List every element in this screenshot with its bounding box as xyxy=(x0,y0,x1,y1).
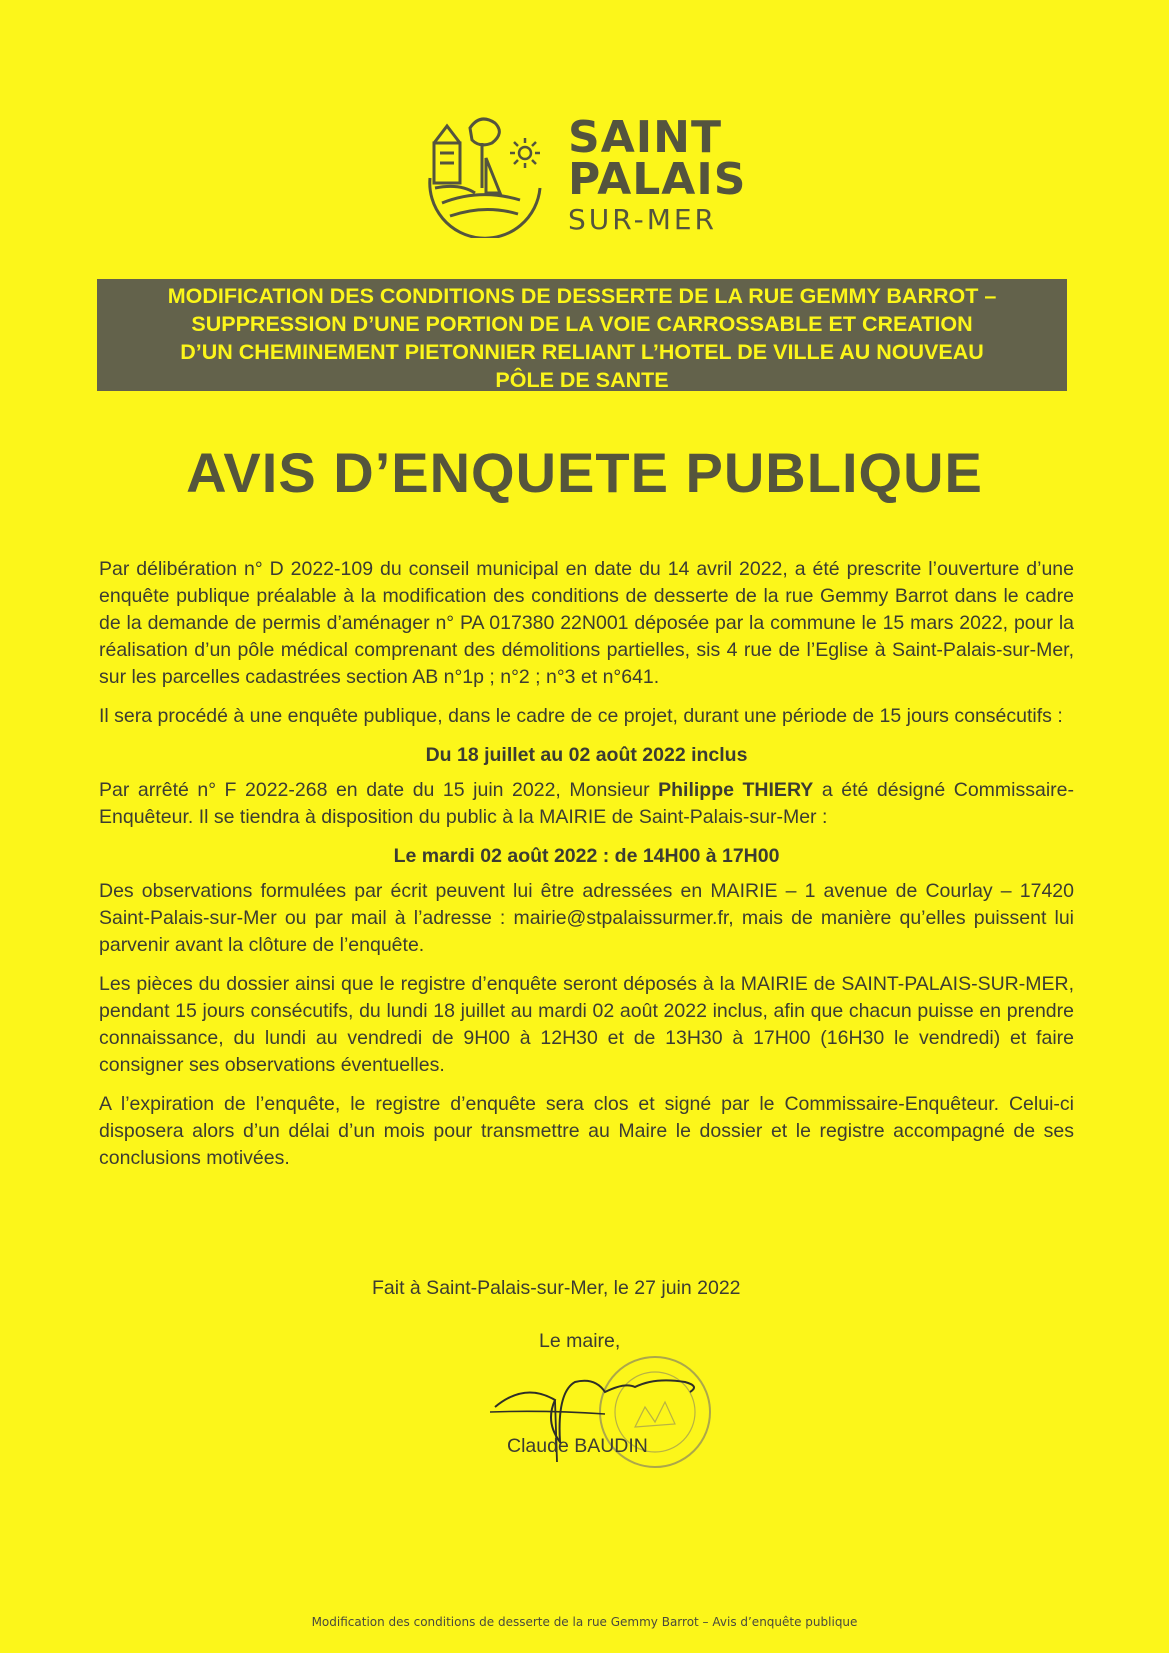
commissioner-text-after: a été désigné Commissaire-Enquêteur. Il se tiendra à disposition du public à la MAIRIE de Saint-Palais-sur-Mer : xyxy=(99,779,1074,828)
town-wordmark xyxy=(568,112,747,236)
signatory-role: Le maire, xyxy=(539,1330,621,1352)
paragraph-deliberation: Par délibération n° D 2022-109 du conseil municipal en date du 14 avril 2022, a été prescrite l’ouverture d’une enquête publique préalable à la modification des conditions de desserte de la rue Gemmy Barrot dans le cadre de la demande de permis d’aménager n° PA 017380 22N001 déposée par la commune le 15 mars 2022, pour la réalisation d’un pôle médical comprenant des démolitions partielles, sis 4 rue de l’Eglise à Saint-Palais-sur-Mer, sur les parcelles cadastrées section AB n°1p ; n°2 ; n°3 et n°641. xyxy=(99,558,1074,688)
inquiry-dates: Du 18 juillet au 02 août 2022 inclus xyxy=(425,744,748,766)
permanence-date: Le mardi 02 août 2022 : de 14H00 à 17H00 xyxy=(393,845,780,867)
paragraph-expiration: A l’expiration de l’enquête, le registre d’enquête sera clos et signé par le Commissaire-Enquêteur. Celui-ci disposera alors d’un délai d’un mois pour transmettre au Maire le dossier et le registre accompagné de ses conclusions motivées. xyxy=(99,1093,1074,1169)
paragraph-observations: Des observations formulées par écrit peuvent lui être adressées en MAIRIE – 1 avenue de Courlay – 17420 Saint-Palais-sur-Mer ou par mail à l’adresse : mairie@stpalaissurmer.fr, mais de manière qu’elles puissent lui parvenir avant la clôture de l’enquête. xyxy=(99,880,1074,956)
banner-line: SUPPRESSION D’UNE PORTION DE LA VOIE CARROSSABLE ET CREATION xyxy=(191,312,973,336)
banner-line: PÔLE DE SANTE xyxy=(495,368,669,392)
place-date: Fait à Saint-Palais-sur-Mer, le 27 juin 2022 xyxy=(372,1277,741,1299)
banner-line: D’UN CHEMINEMENT PIETONNIER RELIANT L’HOTEL DE VILLE AU NOUVEAU xyxy=(180,340,984,364)
signatory-name: Claude BAUDIN xyxy=(507,1435,648,1457)
banner-line: MODIFICATION DES CONDITIONS DE DESSERTE DE LA RUE GEMMY BARROT – xyxy=(167,284,997,308)
commissioner-text-before: Par arrêté n° F 2022-268 en date du 15 juin 2022, Monsieur xyxy=(99,779,659,801)
page-footer: Modification des conditions de desserte de la rue Gemmy Barrot – Avis d’enquête publique xyxy=(311,1615,858,1629)
paragraph-dossier: Les pièces du dossier ainsi que le registre d’enquête seront déposés à la MAIRIE de SAINT-PALAIS-SUR-MER, pendant 15 jours consécutifs, du lundi 18 juillet au mardi 02 août 2022 inclus, afin que chacun puisse en prendre connaissance, du lundi au vendredi de 9H00 à 12H30 et de 13H30 à 17H00 (16H30 le vendredi) et faire consigner ses observations éventuelles. xyxy=(99,973,1074,1076)
subject-banner xyxy=(97,279,1067,391)
logo-line-1: SAINT xyxy=(568,112,722,163)
paragraph-period: Il sera procédé à une enquête publique, dans le cadre de ce projet, durant une période de 15 jours consécutifs : xyxy=(99,705,1063,727)
page-title: AVIS D’ENQUETE PUBLIQUE xyxy=(186,441,983,504)
logo-line-2: PALAIS xyxy=(568,154,747,205)
paragraph-commissioner xyxy=(99,777,1074,831)
commissioner-name: Philippe THIERY xyxy=(658,779,814,801)
town-emblem-icon xyxy=(420,108,555,238)
notice-body xyxy=(99,556,1074,1184)
logo-line-3: SUR-MER xyxy=(568,203,717,236)
town-logo xyxy=(420,108,760,238)
